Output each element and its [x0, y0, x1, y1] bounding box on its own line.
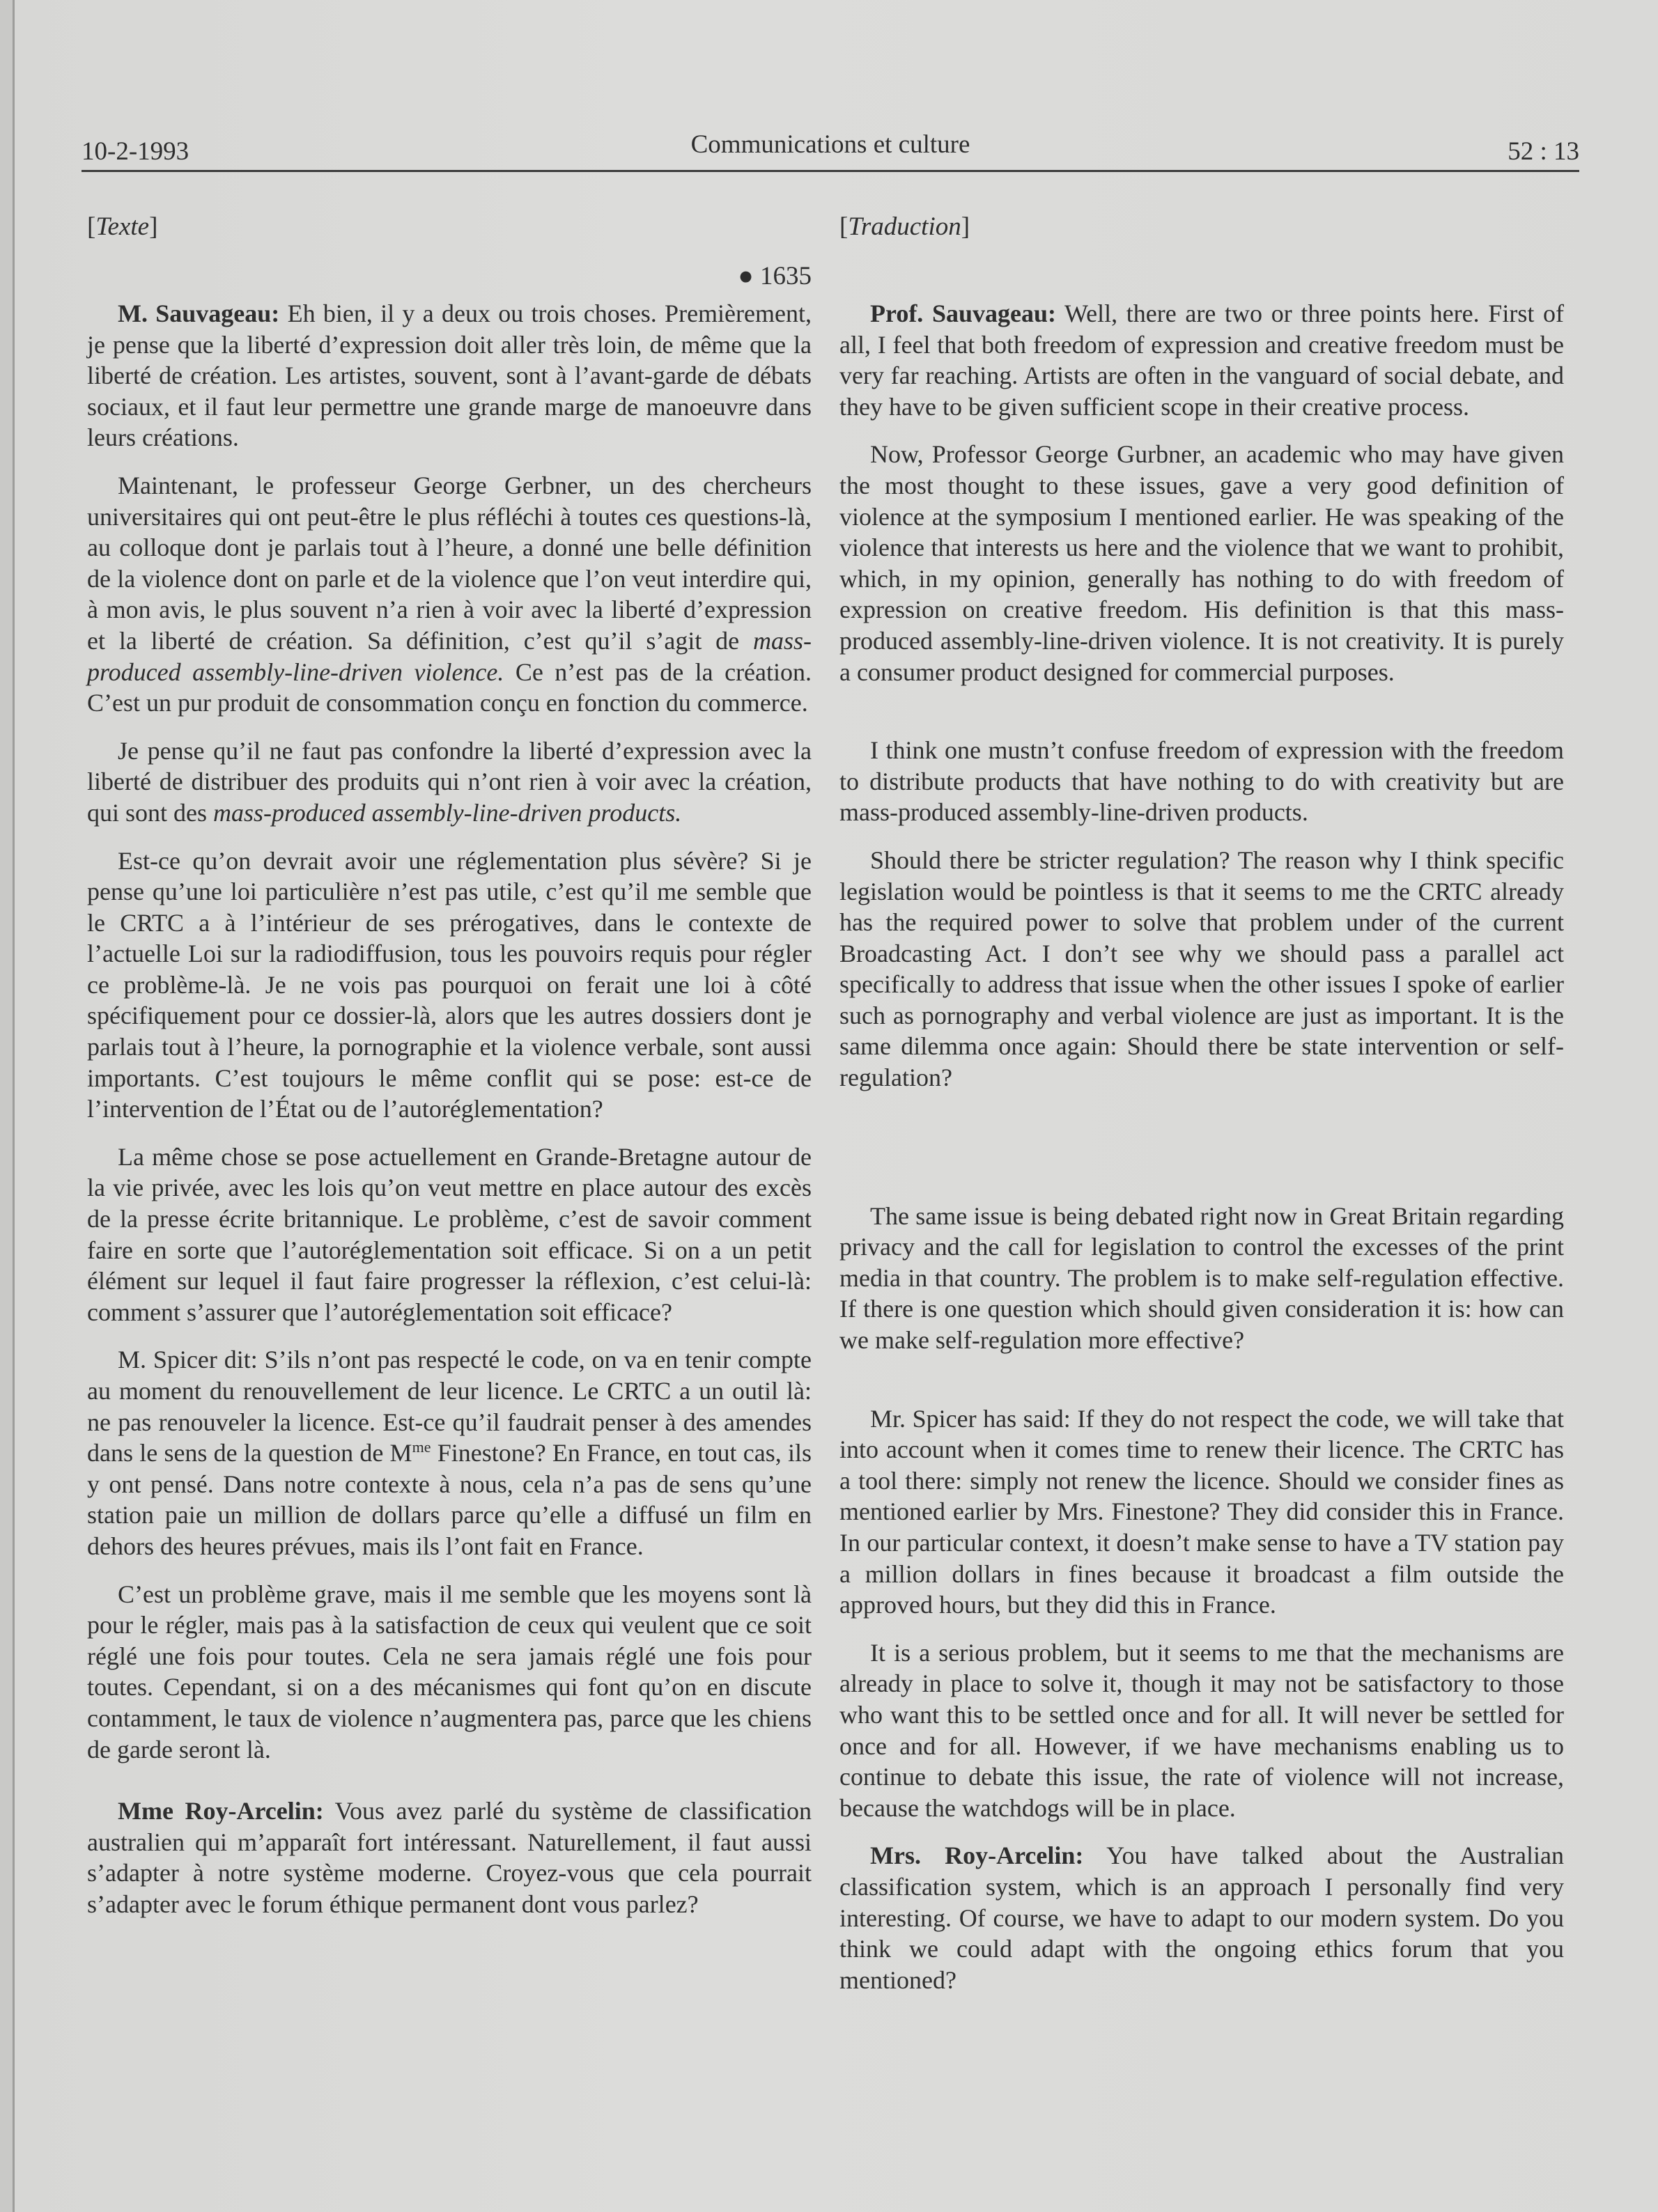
paragraph-en-2: Now, Professor George Gurbner, an academic who may have given the most thought to these issues, gave a very good definition of violence at the symposium I mentioned earlier. He was speaking of the violence that interests us here and the violence that we want to prohibit, which, in my opinion, generally has nothing to do with freedom of expression on creative freedom. His definition is that this mass-produced assembly-line-driven violence. It is not creativity. It is purely a consumer product designed for commercial purposes. [839, 440, 1564, 686]
header-title: Communications et culture [690, 130, 970, 159]
paragraph-fr-7: C’est un problème grave, mais il me semble que les moyens sont là pour le régler, mais pas à la satisfaction de ceux qui veulent que ce soit réglé une fois pour toutes. Cela ne sera jamais réglé une fois pour toutes. Cependant, si on a des mécanismes qui font qu’on en discute contamment, le taux de violence n’augmentera pas, parce que les chiens de garde seront là. [87, 1580, 812, 1763]
header-date: 10-2-1993 [82, 137, 189, 166]
speaker-name: Prof. Sauvageau: [870, 299, 1057, 327]
paragraph-fr-5: La même chose se pose actuellement en Grande-Bretagne autour de la vie privée, avec les lois qu’on veut mettre en place autour des excès de la presse écrite britannique. Le problème, c’est de savoir comment faire en sorte que l’autoréglementation soit efficace. Si on a un petit élément sur lequel il faut faire progresser la réflexion, c’est celui-là: comment s’assurer que l’autoréglementation soit efficace? [87, 1142, 812, 1326]
paragraph-en-4: Should there be stricter regulation? The reason why I think specific legislation would be pointless is that it seems to me the CRTC already has the required power to solve that problem under of the current Broadcasting Act. I don’t see why we should pass a parallel act specifically to address that issue when the other issues I spoke of earlier such as pornography and verbal violence are just as important. It is the same dilemma once again: Should there be state intervention or self-regulation? [839, 846, 1564, 1092]
paragraph-en-6: Mr. Spicer has said: If they do not respect the code, we will take that into account when it comes time to renew their licence. The CRTC has a tool there: simply not renew the licence. Should we consider fines as mentioned earlier by Mrs. Finestone? They did consider this in France. In our particular context, it doesn’t make sense to have a TV station pay a million dollars in fines because it broadcast a film outside the approved hours, but they did this in France. [839, 1404, 1564, 1619]
header-page-number: 52 : 13 [1508, 137, 1579, 166]
bullet-icon: ● [738, 262, 754, 290]
document-page [13, 0, 1658, 2212]
paragraph-en-1: Prof. Sauvageau: Well, there are two or three points here. First of all, I feel that both freedom of expression and creative freedom must be very far reaching. Artists are often in the vanguard of social debate, and they have to be given sufficient scope in their creative process. [839, 299, 1564, 421]
english-translation-column [839, 209, 1564, 2012]
speaker-name: Mrs. Roy-Arcelin: [870, 1841, 1084, 1870]
speaker-name: M. Sauvageau: [118, 299, 280, 327]
paragraph-fr-3: Je pense qu’il ne faut pas confondre la liberté d’expression avec la liberté de distribuer des produits qui n’ont rien à voir avec la création, qui sont des mass-produced assembly-line-driven products. [87, 736, 812, 827]
column-label-traduction: [Traduction] [839, 212, 970, 241]
french-text-column [87, 209, 812, 1937]
paragraph-en-8: Mrs. Roy-Arcelin: You have talked about the Australian classification system, which is an approach I personally find very interesting. Of course, we have to adapt to our modern system. Do you think we could adapt with the ongoing ethics forum that you mentioned? [839, 1841, 1564, 1994]
paragraph-en-5: The same issue is being debated right now in Great Britain regarding privacy and the call for legislation to control the excesses of the print media in that country. The problem is to make self-regulation effective. If there is one question which should given consideration it is: how can we make self-regulation more effective? [839, 1201, 1564, 1355]
paragraph-fr-4: Est-ce qu’on devrait avoir une réglementation plus sévère? Si je pense qu’une loi particulière n’est pas utile, c’est qu’il me semble que le CRTC a à l’intérieur de ses prérogatives, dans le contexte de l’actuelle Loi sur la radiodiffusion, tous les pouvoirs requis pour régler ce problème-là. Je ne vois pas pourquoi on ferait une loi à côté spécifiquement pour ce dossier-là, alors que les autres dossiers dont je parlais tout à l’heure, la pornographie et la violence verbale, sont aussi importants. C’est toujours le même conflit qui se pose: est-ce de l’intervention de l’État ou de l’autoréglementation? [87, 846, 812, 1123]
speaker-name: Mme Roy-Arcelin: [118, 1797, 324, 1825]
time-marker: ● 1635 [738, 262, 812, 290]
paragraph-fr-8: Mme Roy-Arcelin: Vous avez parlé du système de classification australien qui m’apparaît fort intéressant. Naturellement, il faut aussi s’adapter à notre système moderne. Croyez-vous que cela pourrait s’adapter avec le forum éthique permanent dont vous parlez? [87, 1797, 812, 1918]
page-header [82, 125, 1579, 172]
paragraph-en-3: I think one mustn’t confuse freedom of expression with the freedom to distribute products that have nothing to do with creativity but are mass-produced assembly-line-driven products. [839, 736, 1564, 827]
paragraph-fr-6: M. Spicer dit: S’ils n’ont pas respecté le code, on va en tenir compte au moment du renouvellement de leur licence. Le CRTC a un outil là: ne pas renouveler la licence. Est-ce qu’il faudrait penser à des amendes dans le sens de la question de $M^{me}$ Finestone? En France, en tout cas, ils y ont pensé. Dans notre contexte à nous, cela n’a pas de sens qu’une station paie un million de dollars parce qu’elle a diffusé un film en dehors des heures prévues, mais ils l’ont fait en France. [87, 1346, 812, 1560]
paragraph-fr-1: M. Sauvageau: Eh bien, il y a deux ou trois choses. Premièrement, je pense que la liberté d’expression doit aller très loin, de même que la liberté de création. Les artistes, souvent, sont à l’avant-garde de débats sociaux, et il faut leur permettre une grande marge de manoeuvre dans leurs créations. [87, 299, 812, 452]
column-label-texte: [Texte] [87, 212, 158, 241]
paragraph-en-7: It is a serious problem, but it seems to me that the mechanisms are already in place to solve it, though it may not be satisfactory to those who want this to be settled once and for all. It will never be settled for once and for all. However, if we have mechanisms enabling us to continue to debate this issue, the rate of violence will not increase, because the watchdogs will be in place. [839, 1638, 1564, 1822]
paragraph-fr-2: Maintenant, le professeur George Gerbner, un des chercheurs universitaires qui ont peut-être le plus réfléchi à toutes ces questions-là, au colloque dont je parlais tout à l’heure, a donné une belle définition de la violence dont on parle et de la violence que l’on veut interdire qui, à mon avis, le plus souvent n’a rien à voir avec la liberté d’expression et la liberté de création. Sa définition, c’est qu’il s’agit de mass-produced assembly-line-driven violence. Ce n’est pas de la création. C’est un pur produit de consommation conçu en fonction du commerce. [87, 471, 812, 717]
